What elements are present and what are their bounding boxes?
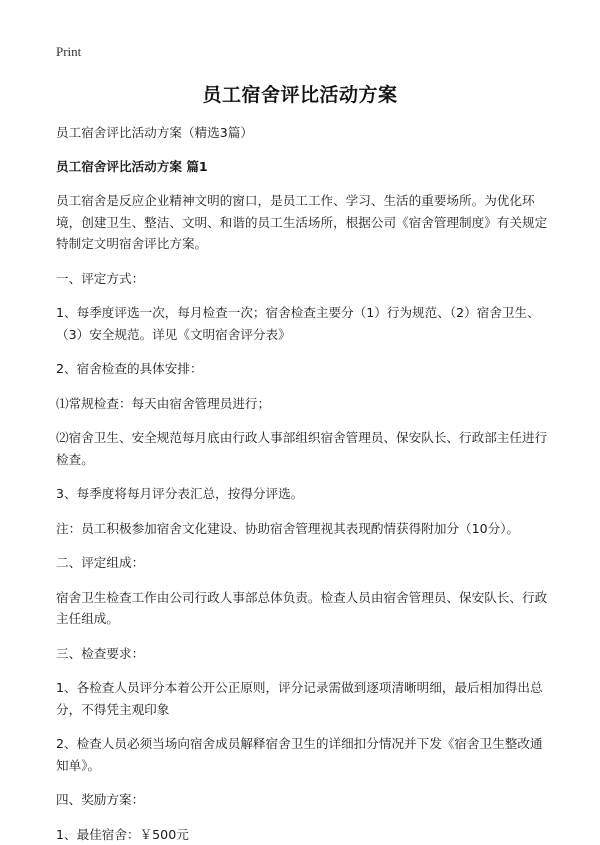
paragraph-routine-inspection: ⑴常规检查：每天由宿舍管理员进行； [56,393,552,415]
paragraph-requirement-2: 2、检查人员必须当场向宿舍成员解释宿舍卫生的详细扣分情况并下发《宿舍卫生整改通知单》。 [56,733,552,776]
section-title: 员工宿舍评比活动方案 篇1 [56,156,552,178]
paragraph-intro: 员工宿舍是反应企业精神文明的窗口，是员工工作、学习、生活的重要场所。为优化环境，创建卫生、整洁、文明、和谐的员工生活场所，根据公司《宿舍管理制度》有关规定特制定文明宿舍评比方案。 [56,190,552,255]
document-title: 员工宿舍评比活动方案 [0,80,600,107]
paragraph-note-bonus: 注：员工积极参加宿舍文化建设、协助宿舍管理视其表现酌情获得附加分（10分）。 [56,518,552,540]
heading-reward-plan: 四、奖励方案： [56,789,552,811]
document-subtitle: 员工宿舍评比活动方案（精选3篇） [56,122,552,144]
print-label: Print [56,44,81,60]
heading-evaluation-team: 二、评定组成： [56,552,552,574]
paragraph-best-dorm-reward: 1、最佳宿舍：￥500元 [56,824,552,845]
paragraph-evaluation-frequency: 1、每季度评选一次，每月检查一次；宿舍检查主要分（1）行为规范、（2）宿舍卫生、（3）安全规范。详见《文明宿舍评分表》 [56,302,552,345]
heading-inspection-requirements: 三、检查要求： [56,643,552,665]
paragraph-monthly-inspection: ⑵宿舍卫生、安全规范每月底由行政人事部组织宿舍管理员、保安队长、行政部主任进行检查。 [56,427,552,470]
paragraph-inspection-arrangement: 2、宿舍检查的具体安排： [56,358,552,380]
paragraph-team-composition: 宿舍卫生检查工作由公司行政人事部总体负责。检查人员由宿舍管理员、保安队长、行政主任组成。 [56,587,552,630]
document-body [56,122,552,845]
paragraph-requirement-1: 1、各检查人员评分本着公开公正原则，评分记录需做到逐项清晰明细，最后相加得出总分，不得凭主观印象 [56,677,552,720]
heading-evaluation-method: 一、评定方式： [56,268,552,290]
paragraph-quarterly-summary: 3、每季度将每月评分表汇总，按得分评选。 [56,483,552,505]
